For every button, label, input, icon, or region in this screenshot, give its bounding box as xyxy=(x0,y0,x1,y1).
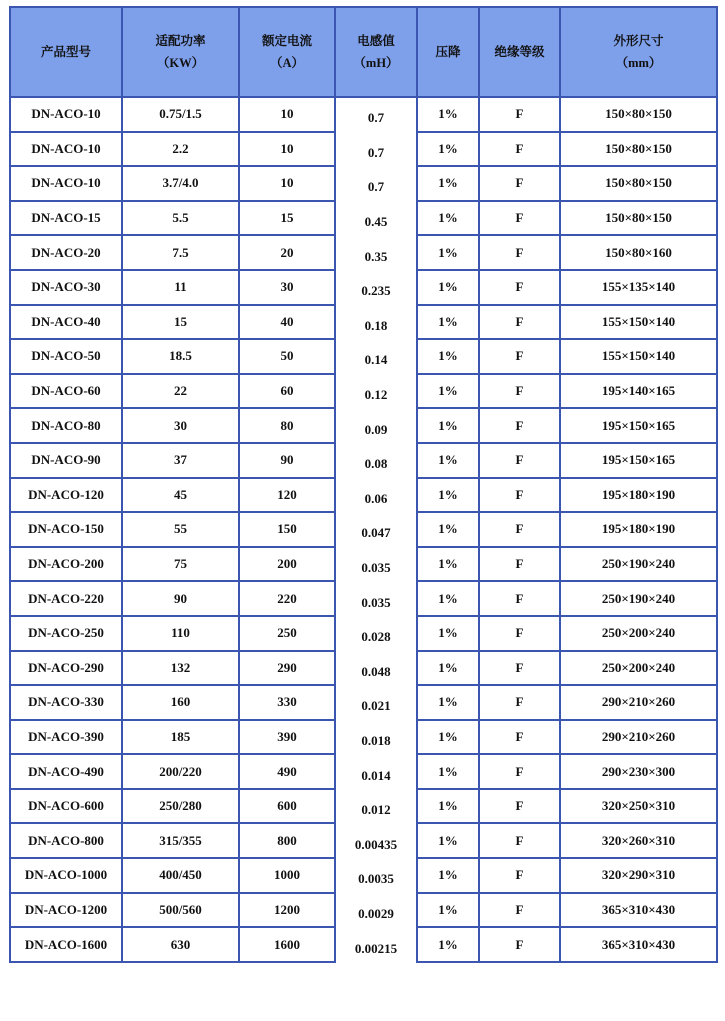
current-cell: 1000 xyxy=(239,858,335,893)
power-cell: 7.5 xyxy=(122,235,239,270)
voltage-drop-cell: 1% xyxy=(417,374,479,409)
voltage-drop-cell: 1% xyxy=(417,581,479,616)
dimensions-cell: 150×80×150 xyxy=(560,201,717,236)
dimensions-cell: 320×250×310 xyxy=(560,789,717,824)
dimensions-cell: 155×135×140 xyxy=(560,270,717,305)
voltage-drop-cell: 1% xyxy=(417,616,479,651)
table-row xyxy=(10,754,717,789)
power-cell: 37 xyxy=(122,443,239,478)
power-cell: 185 xyxy=(122,720,239,755)
table-row xyxy=(10,720,717,755)
model-cell: DN-ACO-290 xyxy=(10,651,122,686)
voltage-drop-cell: 1% xyxy=(417,789,479,824)
power-cell: 18.5 xyxy=(122,339,239,374)
current-cell: 220 xyxy=(239,581,335,616)
current-cell: 150 xyxy=(239,512,335,547)
dimensions-cell: 250×190×240 xyxy=(560,581,717,616)
dimensions-cell: 150×80×150 xyxy=(560,166,717,201)
dimensions-cell: 320×260×310 xyxy=(560,823,717,858)
dimensions-cell: 150×80×160 xyxy=(560,235,717,270)
power-cell: 400/450 xyxy=(122,858,239,893)
inductance-cell: 0.7 xyxy=(335,101,417,136)
dimensions-cell: 195×180×190 xyxy=(560,512,717,547)
insulation-cell: F xyxy=(479,132,560,167)
insulation-cell: F xyxy=(479,789,560,824)
inductance-cell: 0.00435 xyxy=(335,827,417,862)
inductance-cell: 0.7 xyxy=(335,170,417,205)
current-cell: 90 xyxy=(239,443,335,478)
power-cell: 132 xyxy=(122,651,239,686)
power-cell: 160 xyxy=(122,685,239,720)
model-cell: DN-ACO-200 xyxy=(10,547,122,582)
table-header-row xyxy=(10,7,717,97)
power-cell: 110 xyxy=(122,616,239,651)
dimensions-cell: 320×290×310 xyxy=(560,858,717,893)
inductance-cell: 0.14 xyxy=(335,343,417,378)
insulation-cell: F xyxy=(479,754,560,789)
table-row xyxy=(10,651,717,686)
power-cell: 55 xyxy=(122,512,239,547)
dimensions-cell: 155×150×140 xyxy=(560,339,717,374)
power-cell: 500/560 xyxy=(122,893,239,928)
model-cell: DN-ACO-390 xyxy=(10,720,122,755)
current-cell: 50 xyxy=(239,339,335,374)
model-cell: DN-ACO-800 xyxy=(10,823,122,858)
dimensions-cell: 365×310×430 xyxy=(560,893,717,928)
voltage-drop-cell: 1% xyxy=(417,166,479,201)
current-cell: 1600 xyxy=(239,927,335,962)
header-dimensions: 外形尺寸 （mm） xyxy=(560,7,717,97)
current-cell: 20 xyxy=(239,235,335,270)
power-cell: 200/220 xyxy=(122,754,239,789)
model-cell: DN-ACO-250 xyxy=(10,616,122,651)
insulation-cell: F xyxy=(479,443,560,478)
table-row xyxy=(10,616,717,651)
table-row xyxy=(10,305,717,340)
inductance-cell: 0.0029 xyxy=(335,897,417,932)
voltage-drop-cell: 1% xyxy=(417,305,479,340)
table-row xyxy=(10,581,717,616)
insulation-cell: F xyxy=(479,97,560,132)
current-cell: 600 xyxy=(239,789,335,824)
dimensions-cell: 150×80×150 xyxy=(560,97,717,132)
power-cell: 630 xyxy=(122,927,239,962)
table-row xyxy=(10,201,717,236)
power-cell: 250/280 xyxy=(122,789,239,824)
table-row xyxy=(10,270,717,305)
inductance-cell: 0.35 xyxy=(335,239,417,274)
power-cell: 75 xyxy=(122,547,239,582)
insulation-cell: F xyxy=(479,270,560,305)
voltage-drop-cell: 1% xyxy=(417,685,479,720)
voltage-drop-cell: 1% xyxy=(417,97,479,132)
reactor-spec-table xyxy=(9,6,718,963)
inductance-cell: 0.021 xyxy=(335,689,417,724)
inductance-cell: 0.18 xyxy=(335,309,417,344)
power-cell: 11 xyxy=(122,270,239,305)
table-row xyxy=(10,408,717,443)
insulation-cell: F xyxy=(479,927,560,962)
current-cell: 1200 xyxy=(239,893,335,928)
model-cell: DN-ACO-40 xyxy=(10,305,122,340)
power-cell: 2.2 xyxy=(122,132,239,167)
inductance-cell: 0.012 xyxy=(335,793,417,828)
insulation-cell: F xyxy=(479,478,560,513)
table-row xyxy=(10,927,717,962)
current-cell: 290 xyxy=(239,651,335,686)
model-cell: DN-ACO-50 xyxy=(10,339,122,374)
dimensions-cell: 250×190×240 xyxy=(560,547,717,582)
inductance-cell: 0.018 xyxy=(335,724,417,759)
power-cell: 315/355 xyxy=(122,823,239,858)
table-row xyxy=(10,893,717,928)
voltage-drop-cell: 1% xyxy=(417,754,479,789)
current-cell: 40 xyxy=(239,305,335,340)
header-model: 产品型号 xyxy=(10,7,122,97)
current-cell: 60 xyxy=(239,374,335,409)
table-body xyxy=(10,97,717,962)
table-row xyxy=(10,478,717,513)
table-row xyxy=(10,789,717,824)
power-cell: 3.7/4.0 xyxy=(122,166,239,201)
table-row xyxy=(10,132,717,167)
current-cell: 800 xyxy=(239,823,335,858)
model-cell: DN-ACO-15 xyxy=(10,201,122,236)
dimensions-cell: 250×200×240 xyxy=(560,616,717,651)
model-cell: DN-ACO-1600 xyxy=(10,927,122,962)
model-cell: DN-ACO-150 xyxy=(10,512,122,547)
power-cell: 45 xyxy=(122,478,239,513)
voltage-drop-cell: 1% xyxy=(417,270,479,305)
voltage-drop-cell: 1% xyxy=(417,823,479,858)
voltage-drop-cell: 1% xyxy=(417,132,479,167)
model-cell: DN-ACO-10 xyxy=(10,97,122,132)
insulation-cell: F xyxy=(479,651,560,686)
inductance-cell: 0.45 xyxy=(335,205,417,240)
model-cell: DN-ACO-10 xyxy=(10,166,122,201)
inductance-cell: 0.048 xyxy=(335,655,417,690)
current-cell: 80 xyxy=(239,408,335,443)
dimensions-cell: 250×200×240 xyxy=(560,651,717,686)
voltage-drop-cell: 1% xyxy=(417,408,479,443)
dimensions-cell: 290×210×260 xyxy=(560,685,717,720)
voltage-drop-cell: 1% xyxy=(417,858,479,893)
inductance-cell: 0.035 xyxy=(335,585,417,620)
table-row xyxy=(10,685,717,720)
model-cell: DN-ACO-90 xyxy=(10,443,122,478)
current-cell: 490 xyxy=(239,754,335,789)
insulation-cell: F xyxy=(479,374,560,409)
voltage-drop-cell: 1% xyxy=(417,201,479,236)
model-cell: DN-ACO-60 xyxy=(10,374,122,409)
header-current: 额定电流 （A） xyxy=(239,7,335,97)
voltage-drop-cell: 1% xyxy=(417,720,479,755)
insulation-cell: F xyxy=(479,720,560,755)
insulation-cell: F xyxy=(479,858,560,893)
current-cell: 30 xyxy=(239,270,335,305)
dimensions-cell: 195×150×165 xyxy=(560,408,717,443)
table-row xyxy=(10,512,717,547)
header-power: 适配功率 （KW） xyxy=(122,7,239,97)
power-cell: 30 xyxy=(122,408,239,443)
current-cell: 10 xyxy=(239,166,335,201)
model-cell: DN-ACO-490 xyxy=(10,754,122,789)
table-row xyxy=(10,166,717,201)
insulation-cell: F xyxy=(479,305,560,340)
insulation-cell: F xyxy=(479,616,560,651)
model-cell: DN-ACO-330 xyxy=(10,685,122,720)
model-cell: DN-ACO-20 xyxy=(10,235,122,270)
model-cell: DN-ACO-30 xyxy=(10,270,122,305)
inductance-cell: 0.235 xyxy=(335,274,417,309)
voltage-drop-cell: 1% xyxy=(417,893,479,928)
table-row xyxy=(10,339,717,374)
table-row xyxy=(10,235,717,270)
table-row xyxy=(10,97,717,132)
inductance-cell: 0.06 xyxy=(335,482,417,517)
inductance-cell: 0.08 xyxy=(335,447,417,482)
dimensions-cell: 290×210×260 xyxy=(560,720,717,755)
model-cell: DN-ACO-220 xyxy=(10,581,122,616)
inductance-cell: 0.014 xyxy=(335,758,417,793)
insulation-cell: F xyxy=(479,235,560,270)
insulation-cell: F xyxy=(479,201,560,236)
model-cell: DN-ACO-1000 xyxy=(10,858,122,893)
model-cell: DN-ACO-10 xyxy=(10,132,122,167)
voltage-drop-cell: 1% xyxy=(417,927,479,962)
table-row xyxy=(10,858,717,893)
table-row xyxy=(10,547,717,582)
current-cell: 15 xyxy=(239,201,335,236)
insulation-cell: F xyxy=(479,547,560,582)
header-insulation: 绝缘等级 xyxy=(479,7,560,97)
voltage-drop-cell: 1% xyxy=(417,547,479,582)
dimensions-cell: 195×180×190 xyxy=(560,478,717,513)
inductance-cell: 0.047 xyxy=(335,516,417,551)
insulation-cell: F xyxy=(479,685,560,720)
inductance-cell: 0.0035 xyxy=(335,862,417,897)
model-cell: DN-ACO-120 xyxy=(10,478,122,513)
dimensions-cell: 195×150×165 xyxy=(560,443,717,478)
power-cell: 15 xyxy=(122,305,239,340)
current-cell: 200 xyxy=(239,547,335,582)
inductance-cell: 0.035 xyxy=(335,551,417,586)
voltage-drop-cell: 1% xyxy=(417,651,479,686)
insulation-cell: F xyxy=(479,581,560,616)
current-cell: 10 xyxy=(239,132,335,167)
insulation-cell: F xyxy=(479,166,560,201)
dimensions-cell: 290×230×300 xyxy=(560,754,717,789)
power-cell: 0.75/1.5 xyxy=(122,97,239,132)
current-cell: 250 xyxy=(239,616,335,651)
voltage-drop-cell: 1% xyxy=(417,235,479,270)
insulation-cell: F xyxy=(479,893,560,928)
model-cell: DN-ACO-600 xyxy=(10,789,122,824)
model-cell: DN-ACO-80 xyxy=(10,408,122,443)
current-cell: 10 xyxy=(239,97,335,132)
header-inductance: 电感值 （mH） xyxy=(335,7,417,97)
table-row xyxy=(10,823,717,858)
table-row xyxy=(10,443,717,478)
insulation-cell: F xyxy=(479,823,560,858)
power-cell: 22 xyxy=(122,374,239,409)
inductance-cell: 0.028 xyxy=(335,620,417,655)
current-cell: 330 xyxy=(239,685,335,720)
insulation-cell: F xyxy=(479,408,560,443)
voltage-drop-cell: 1% xyxy=(417,443,479,478)
power-cell: 90 xyxy=(122,581,239,616)
dimensions-cell: 150×80×150 xyxy=(560,132,717,167)
dimensions-cell: 365×310×430 xyxy=(560,927,717,962)
current-cell: 120 xyxy=(239,478,335,513)
inductance-cell: 0.09 xyxy=(335,412,417,447)
insulation-cell: F xyxy=(479,339,560,374)
inductance-cell: 0.00215 xyxy=(335,931,417,966)
inductance-cell: 0.7 xyxy=(335,136,417,171)
dimensions-cell: 195×140×165 xyxy=(560,374,717,409)
table-row xyxy=(10,374,717,409)
inductance-cell: 0.12 xyxy=(335,378,417,413)
dimensions-cell: 155×150×140 xyxy=(560,305,717,340)
voltage-drop-cell: 1% xyxy=(417,339,479,374)
model-cell: DN-ACO-1200 xyxy=(10,893,122,928)
voltage-drop-cell: 1% xyxy=(417,512,479,547)
insulation-cell: F xyxy=(479,512,560,547)
header-voltage-drop: 压降 xyxy=(417,7,479,97)
power-cell: 5.5 xyxy=(122,201,239,236)
voltage-drop-cell: 1% xyxy=(417,478,479,513)
current-cell: 390 xyxy=(239,720,335,755)
